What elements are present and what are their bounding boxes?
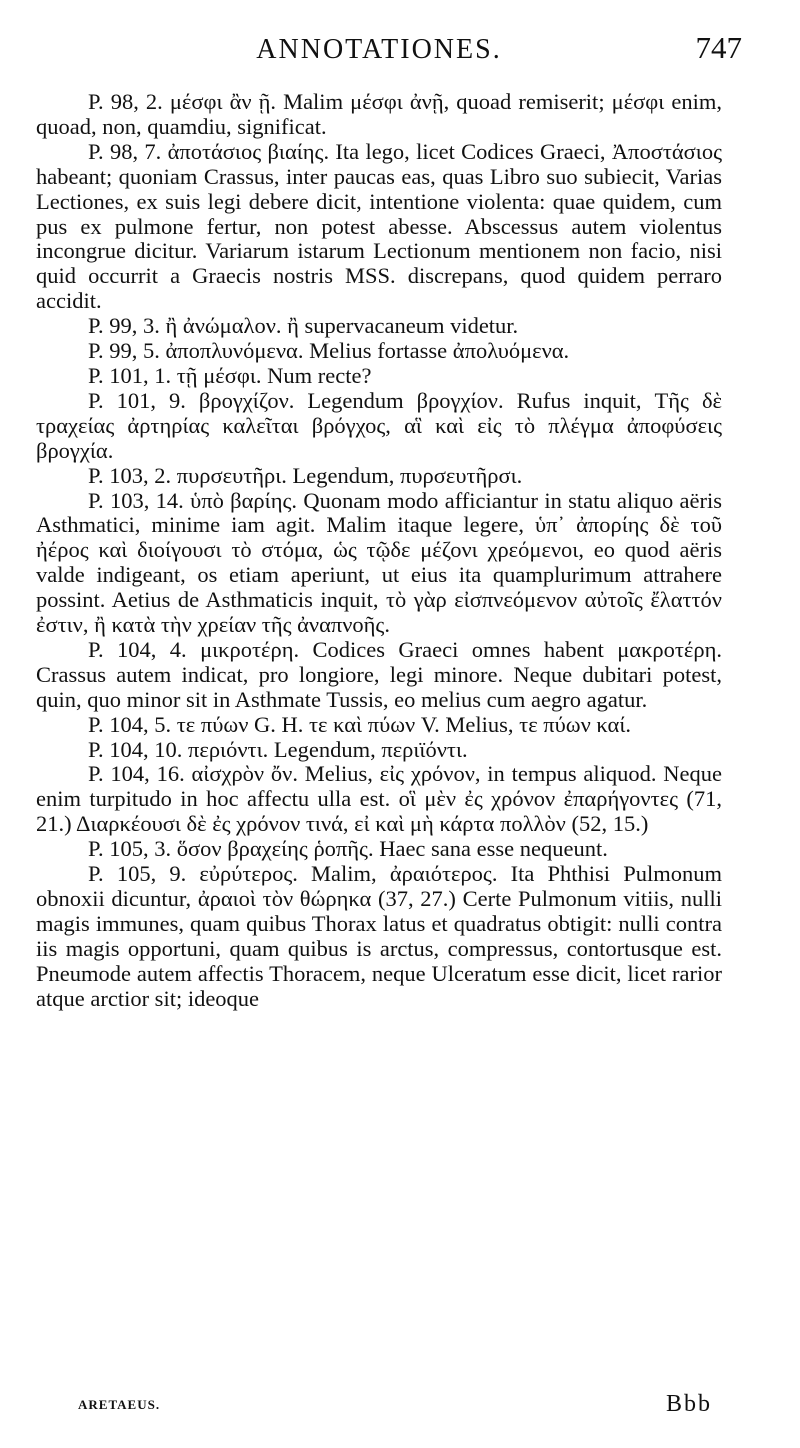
running-title: ANNOTATIONES. xyxy=(256,34,502,65)
footer-signature-mark: Bbb xyxy=(665,1391,712,1417)
annotation-p103-2: P. 103, 2. πυρσευτῆρι. Legendum, πυρσευτῆρσι. xyxy=(88,462,523,488)
annotation-p105-9: P. 105, 9. εὐρύτερος. Malim, ἀραιότερος. Ita Phthisi Pulmonum obnoxii dicuntur, ἀραιοὶ τὸν θώρηκα (37, 27.) Certe Pulmonum vitiis, nulli magis immunes, quam quibus Thorax latus et quadratus obtigit: nulli contra iis magis opportuni, quam quibus is arctus, compressus, contortusque est. Pneumode autem affectis Thoracem, neque Ulceratum esse dicit, licet rarior atque arctior sit; ideoque xyxy=(36,861,722,1011)
annotation-p105-3: P. 105, 3. ὅσον βραχείης ῥοπῆς. Haec sana esse nequeunt. xyxy=(88,836,608,862)
page-number: 747 xyxy=(695,30,742,65)
annotation-p99-5: P. 99, 5. ἀποπλυνόμενα. Melius fortasse ἀπολυόμενα. xyxy=(88,338,570,364)
page-header xyxy=(36,30,742,70)
annotation-p104-5: P. 104, 5. τε πύων G. H. τε καὶ πύων V. Melius, τε πύων καί. xyxy=(88,711,631,737)
annotation-p103-14: P. 103, 14. ὑπὸ βαρίης. Quonam modo afficiantur in statu aliquo aëris Asthmatici, minime iam agit. Malim itaque legere, ὑπ᾽ ἀπορίης δὲ τοῦ ἠέρος καὶ διοίγουσι τὸ στόμα, ὡς τῷδε μέζονι χρεόμενοι, eo quod aëris valde indigeant, os etiam aperiunt, ut eius ita quamplurimum attrahere possint. Aetius de Asthmaticis inquit, τὸ γὰρ εἰσπνεόμενον αὐτοῖς ἔλαττόν ἐστιν, ἢ κατὰ τὴν χρείαν τῆς ἀναπνοῆς. xyxy=(36,487,722,638)
annotation-p101-1: P. 101, 1. τῇ μέσφι. Num recte? xyxy=(88,362,372,388)
annotation-p99-3: P. 99, 3. ἢ ἀνώμαλον. ἢ supervacaneum videtur. xyxy=(88,313,519,339)
page-footer xyxy=(78,1391,722,1421)
annotation-p104-16: P. 104, 16. αἰσχρὸν ὄν. Melius, εἰς χρόνον, in tempus aliquod. Neque enim turpitudo in hoc affectu ulla est. οἳ μὲν ἐς χρόνον ἐπαρήγοντες (71, 21.) Διαρκέουσι δὲ ἐς χρόνον τινά, εἰ καὶ μὴ κάρτα πολλὸν (52, 15.) xyxy=(36,761,722,837)
annotation-p98-7: P. 98, 7. ἀποτάσιος βιαίης. Ita lego, licet Codices Graeci, Ἀποστάσιος habeant; quoniam Crassus, inter paucas eas, quas Libro suo subiecit, Varias Lectiones, ex suis legi debere dicit, intentione violenta: quae quidem, cum pus ex pulmone fertur, non potest abesse. Abscessus autem violentus incongrue dicitur. Variarum istarum Lectionum mentionem non facio, nisi quid occurrit a Graecis nostris MSS. discrepans, quod quidem perraro accidit. xyxy=(36,138,722,314)
annotation-p104-4: P. 104, 4. μικροτέρη. Codices Graeci omnes habent μακροτέρη. Crassus autem indicat, pro longiore, legi minore. Neque dubitari potest, quin, quo minor sit in Asthmate Tussis, eo melius cum aegro agatur. xyxy=(36,636,722,712)
annotation-body xyxy=(36,90,722,1012)
footer-signature-author: ARETAEUS. xyxy=(78,1397,161,1412)
annotation-p98-2: P. 98, 2. μέσφι ἂν ῇ. Malim μέσφι ἀνῇ, quoad remiserit; μέσφι enim, quoad, non, quamdiu, significat. xyxy=(36,89,722,139)
annotation-p101-9: P. 101, 9. βρογχίζον. Legendum βρογχίον. Rufus inquit, Τῆς δὲ τραχείας ἀρτηρίας καλεῖται βρόγχος, αἳ καὶ εἰς τὸ πλέγμα ἀποφύσεις βρογχία. xyxy=(36,387,722,463)
annotation-p104-10: P. 104, 10. περιόντι. Legendum, περιϊόντι. xyxy=(88,736,468,762)
